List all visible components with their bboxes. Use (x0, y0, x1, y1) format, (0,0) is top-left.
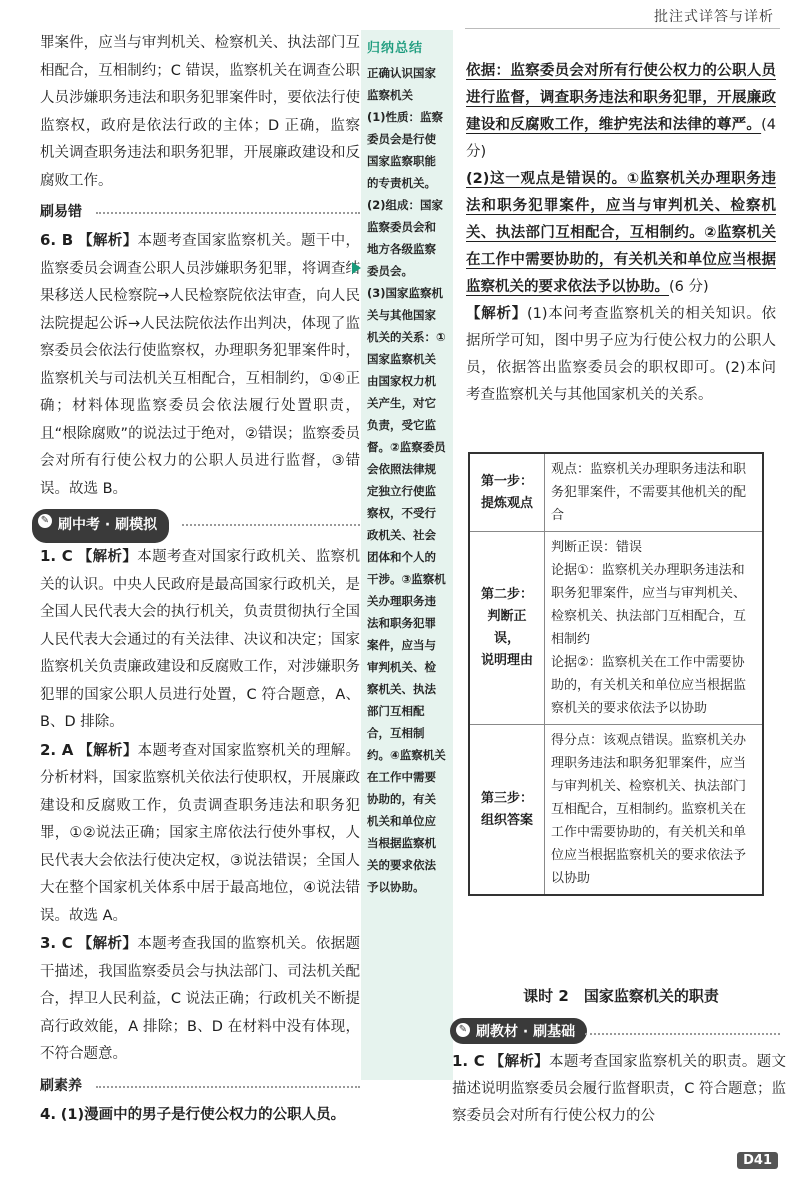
question-3-text: 本题考查我国的监察机关。依据题干描述，我国监察委员会与执法部门、司法机关配合，捍卫人民利益，C 说法正确；行政机关不断提高行政效能，A 排除；B、D 在材料中没有体现，不符合题意。 (40, 936, 361, 1062)
step-label: 第二步： 判断正误， 说明理由 (469, 532, 545, 725)
section-suyang-label: 刷素养 (40, 1077, 82, 1094)
continued-paragraph: 罪案件，应当与审判机关、检察机关、执法部门互相配合，互相制约；C 错误，监察机关在调查公职人员涉嫌职务违法和职务犯罪案件时，要依法行使监察权，政府是依法行政的主体；D 正确，监察机关调查职务违法和职务犯罪，开展廉政建设和反腐败工作。 (40, 35, 360, 189)
dotted-divider (585, 1033, 780, 1035)
analysis-text: (1)本问考查监察机关的相关知识。依据所学可知，图中男子应为行使公权力的公职人员，依据答出监察委员会的职权即可。(2)本问考查监察机关与其他国家机关的关系。 (466, 306, 776, 403)
question-3-number: 3. C (40, 934, 73, 952)
answer-part2 (466, 166, 776, 301)
question-1-text: 本题考查对国家行政机关、监察机关的认识。中央人民政府是最高国家行政机关，是全国人民代表大会的执行机关，负责贯彻执行全国人民代表大会通过的有关法律、决议和决定；国家监察机关负责廉政建设和反腐败工作，对涉嫌职务犯罪的国家公职人员进行处置，C 符合题意，A、B、D 排除。 (40, 549, 361, 730)
header-rule (465, 28, 780, 29)
step-label: 第三步： 组织答案 (469, 725, 545, 896)
question-1-number: 1. C (40, 547, 73, 565)
section-suyang (40, 1073, 360, 1099)
right-question-1-text: 本题考查国家监察机关的职责。题文描述说明监察委员会履行监督职责，C 符合题意；监察委员会对所有行使公权力的公 (452, 1054, 787, 1124)
answer-basis-score: (4 分) (466, 117, 776, 160)
answer-basis-text: 依据：监察委员会对所有行使公权力的公职人员进行监督，调查职务违法和职务犯罪，开展廉政建设和反腐败工作，维护宪法和法律的尊严。 (466, 63, 776, 133)
question-2-number: 2. A (40, 740, 74, 759)
question-6-number: 6. B (40, 231, 74, 249)
pen-icon: ✎ (38, 514, 52, 528)
answer-part2-text: (2)这一观点是错误的。①监察机关办理职务违法和职务犯罪案件，应当与审判机关、检察机关、执法部门互相配合，互相制约。②监察机关在工作中需要协助的，有关机关和单位应当根据监察机关的要求依法予以协助。 (466, 171, 776, 295)
answer-part2-score: (6 分) (669, 279, 709, 295)
question-4 (40, 1101, 360, 1130)
question-2 (40, 737, 360, 931)
section-jiaocai (450, 1018, 780, 1048)
question-6 (40, 227, 360, 503)
question-6-text: 本题考查国家监察机关。题干中，监察委员会调查公职人员涉嫌职务犯罪，将调查结果移送人民检察院→人民检察院依法审查，向人民法院提起公诉→人民法院依法作出判决，体现了监察委员会依法行使监察权，办理职务犯罪案件时，监察机关与司法机关互相配合，互相制约，①④正确；材料体现监察委员会依法履行处置职责，且“根除腐败”的说法过于绝对，②错误；监察委员会对所有行使公权力的公职人员进行监督，③错误。故选 B。 (40, 233, 361, 497)
question-2-tag: 【解析】 (78, 742, 138, 759)
dotted-divider (182, 524, 360, 526)
step-content: 判断正误：错误 论据①：监察机关办理职务违法和职务犯罪案件，应当与审判机关、检察机关、执法部门互相配合，互相制约 论据②：监察机关在工作中需要协助的，有关机关和单位应当根据监察机关的要求依法予以协助 (545, 532, 764, 725)
table-row (469, 453, 763, 532)
table-row (469, 532, 763, 725)
left-column (40, 30, 360, 1129)
question-6-tag: 【解析】 (78, 233, 138, 249)
pen-icon: ✎ (456, 1023, 470, 1037)
section-zhongkao-badge (32, 509, 169, 543)
step-content: 观点：监察机关办理职务违法和职务犯罪案件，不需要其他机关的配合 (545, 453, 764, 532)
question-3-tag: 【解析】 (77, 936, 138, 952)
sidebar-title: 归纳总结 (367, 41, 424, 56)
step-label: 第一步： 提炼观点 (469, 453, 545, 532)
question-3 (40, 930, 360, 1069)
section-zhongkao (32, 509, 360, 539)
analysis (466, 301, 776, 409)
header-title: 批注式详答与详析 (654, 9, 774, 25)
step-content: 得分点：该观点错误。监察机关办理职务违法和职务犯罪案件，应当与审判机关、检察机关、执法部门互相配合，互相制约。监察机关在工作中需要协助的，有关机关和单位应当根据监察机关的要求依法予以协助 (545, 725, 764, 896)
sidebar-text: 正确认识国家监察机关 (1)性质：监察委员会是行使国家监察职能的专责机关。 (2)组成：国家监察委员会和地方各级监察委员会。 (3)国家监察机关与其他国家机关的关系：①国家监察机关由国家权力机关产生，对它负责，受它监督。②监察委员会依照法律规定独立行使监察权，不受行政机关、社会团体和个人的干涉。③监察机关办理职务违法和职务犯罪案件，应当与审判机关、检察机关、执法部门互相配合，互相制约。④监察机关在工作中需要协助的，有关机关和单位应当根据监察机关的要求依法予以协助。 (367, 66, 446, 894)
section-jiaocai-badge (450, 1018, 587, 1044)
dotted-divider (96, 212, 360, 214)
page-number: D41 (737, 1152, 778, 1169)
dotted-divider (96, 1086, 360, 1088)
lesson-title: 课时 2 国家监察机关的职责 (523, 987, 719, 1005)
analysis-tag: 【解析】 (466, 306, 527, 322)
question-4-number: 4. (40, 1104, 57, 1123)
question-4-answer: (1)漫画中的男子是行使公权力的公职人员。 (60, 1106, 346, 1123)
question-2-text: 本题考查对国家监察机关的理解。分析材料，国家监察机关依法行使职权，开展廉政建设和反腐败工作，负责调查职务违法和职务犯罪，①②说法正确；国家主席依法行使外事权，人民代表大会依法行使决定权，③说法错误；全国人大在整个国家机关体系中居于最高地位，④说法错误。故选 A。 (40, 742, 361, 924)
right-column (466, 58, 776, 409)
section-yicuo-label: 刷易错 (40, 204, 82, 220)
question-1-tag: 【解析】 (77, 549, 138, 565)
question-1 (40, 543, 360, 737)
right-column-lower (452, 1048, 786, 1130)
arrow-right-icon (352, 262, 361, 274)
steps-table (468, 452, 764, 896)
summary-sidebar (361, 30, 453, 1080)
right-question-1-number: 1. C (452, 1052, 485, 1070)
section-jiaocai-label: 刷教材 · 刷基础 (476, 1024, 576, 1040)
right-question-1-tag: 【解析】 (489, 1054, 549, 1070)
table-row (469, 725, 763, 896)
answer-basis (466, 58, 776, 166)
section-zhongkao-label: 刷中考 · 刷模拟 (58, 517, 158, 533)
section-yicuo (40, 199, 360, 225)
right-question-1 (452, 1048, 786, 1130)
